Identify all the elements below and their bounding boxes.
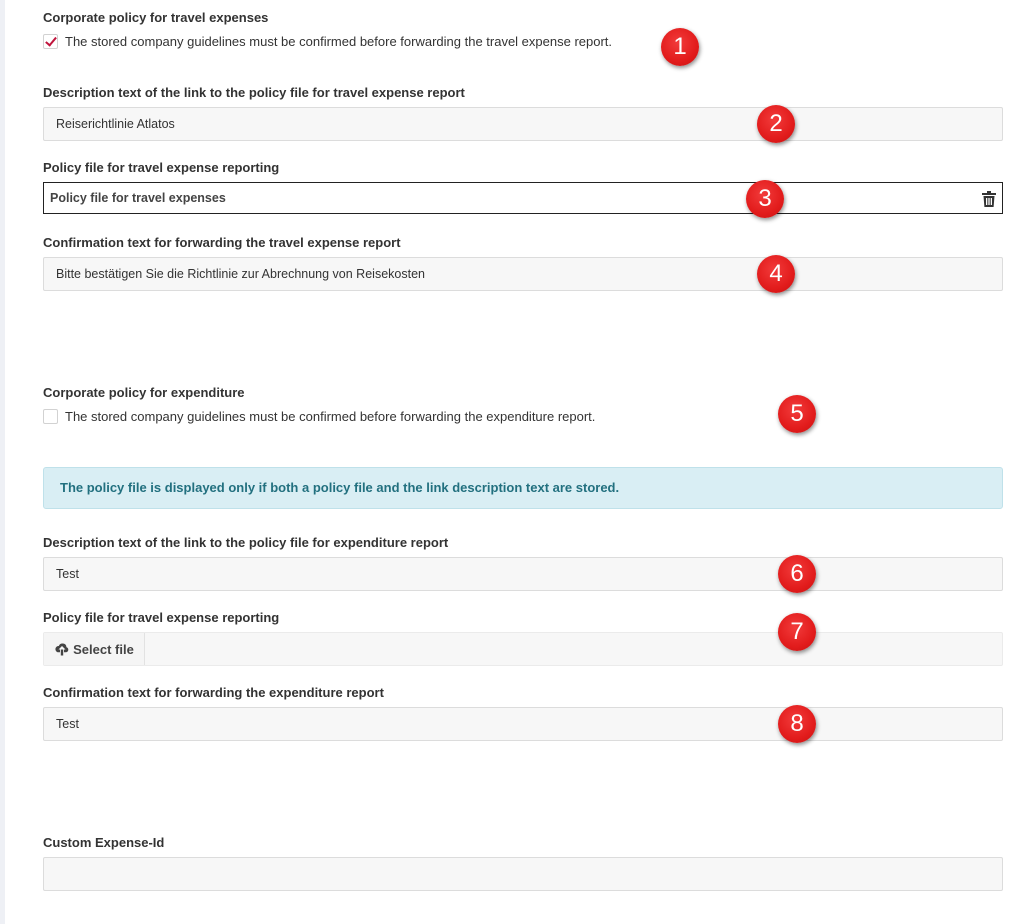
expenditure-policy-file-field[interactable] [43,632,1003,666]
travel-confirm-row[interactable] [43,34,612,49]
left-sidebar-edge [0,0,5,924]
annotation-badge-3: 3 [746,180,784,218]
expenditure-policy-file-label: Policy file for travel expense reporting [43,610,280,625]
trash-icon[interactable] [982,191,996,207]
select-file-button[interactable] [44,633,145,665]
expenditure-confirm-checkbox[interactable] [43,409,58,424]
policy-info-alert: The policy file is displayed only if both a policy file and the link description text are stored. [43,467,1003,509]
travel-confirmation-text-input[interactable]: Bitte bestätigen Sie die Richtlinie zur Abrechnung von Reisekosten [43,257,1003,291]
travel-policy-file-field[interactable] [43,182,1003,214]
travel-link-desc-input[interactable]: Reiserichtlinie Atlatos [43,107,1003,141]
annotation-badge-7: 7 [778,613,816,651]
travel-confirm-checkbox[interactable] [43,34,58,49]
annotation-badge-2: 2 [757,105,795,143]
expenditure-confirm-row[interactable] [43,409,595,424]
annotation-badge-8: 8 [778,705,816,743]
expenditure-confirmation-text-label: Confirmation text for forwarding the expenditure report [43,685,384,700]
annotation-badge-6: 6 [778,555,816,593]
travel-policy-file-label: Policy file for travel expense reporting [43,160,280,175]
annotation-badge-1: 1 [661,28,699,66]
travel-link-desc-label: Description text of the link to the policy file for travel expense report [43,85,465,100]
select-file-label: Select file [73,641,134,657]
annotation-badge-4: 4 [757,255,795,293]
expenditure-link-desc-label: Description text of the link to the policy file for expenditure report [43,535,449,550]
custom-expense-id-input[interactable] [43,857,1003,891]
expenditure-confirm-label: The stored company guidelines must be confirmed before forwarding the expenditure report. [65,409,596,424]
annotation-badge-5: 5 [778,395,816,433]
expenditure-policy-heading: Corporate policy for expenditure [43,385,245,400]
travel-confirm-label: The stored company guidelines must be confirmed before forwarding the travel expense report. [65,34,613,49]
travel-policy-heading: Corporate policy for travel expenses [43,10,269,25]
custom-expense-id-label: Custom Expense-Id [43,835,165,850]
expenditure-confirmation-text-input[interactable]: Test [43,707,1003,741]
travel-policy-file-name: Policy file for travel expenses [50,191,226,205]
expenditure-link-desc-input[interactable]: Test [43,557,1003,591]
travel-confirmation-text-label: Confirmation text for forwarding the travel expense report [43,235,401,250]
upload-icon [54,642,70,656]
